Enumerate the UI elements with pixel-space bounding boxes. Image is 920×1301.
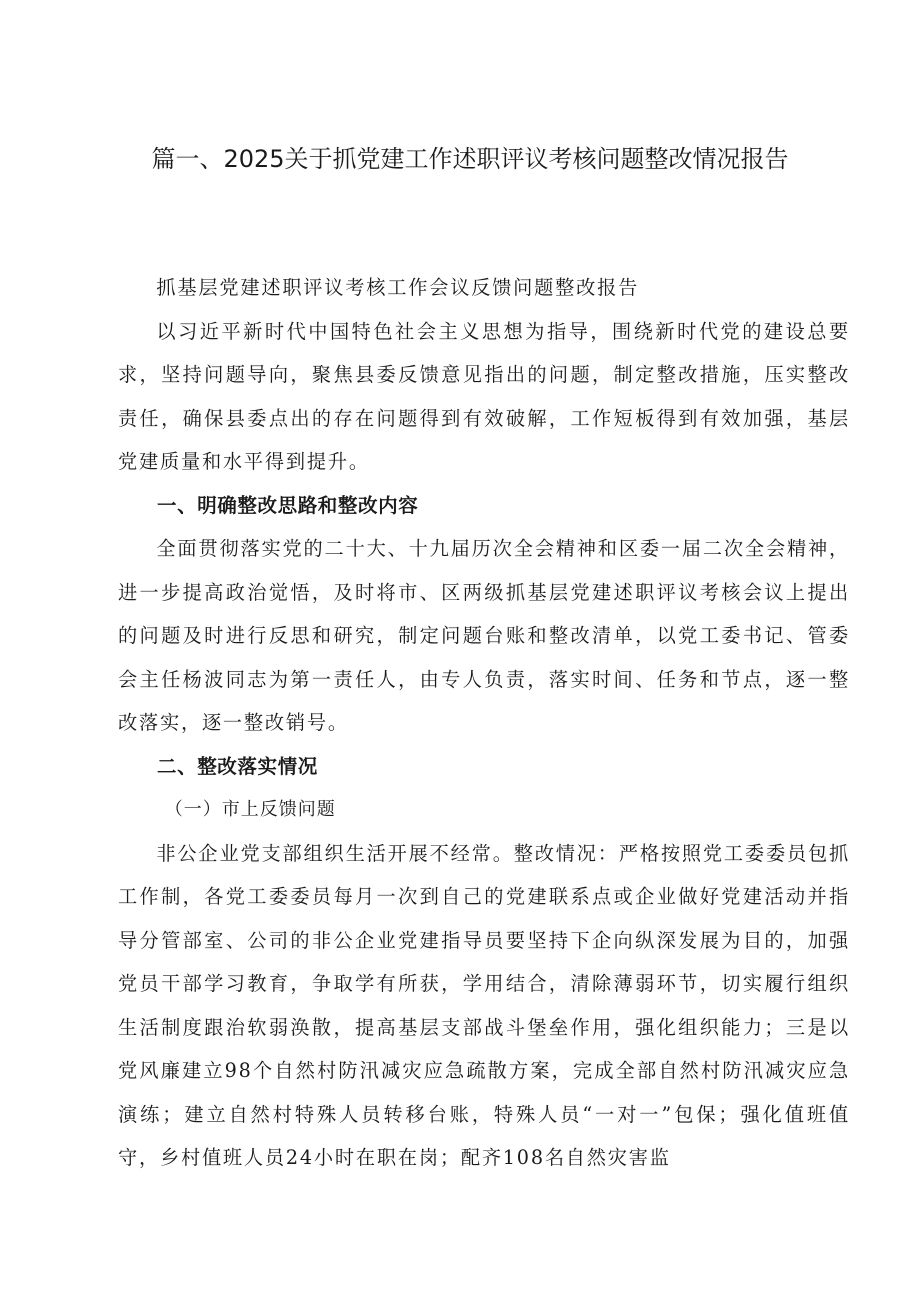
document-body (118, 266, 850, 1180)
section-2-heading: 二、整改落实情况 (157, 754, 318, 778)
section-1-heading: 一、明确整改思路和整改内容 (157, 493, 419, 517)
document-title: 篇一、2025关于抓党建工作述职评议考核问题整改情况报告 (151, 145, 789, 173)
intro-paragraph: 以习近平新时代中国特色社会主义思想为指导，围绕新时代党的建设总要求，坚持问题导向，聚焦县委反馈意见指出的问题，制定整改措施，压实整改责任，确保县委点出的存在问题得到有效破解，工作短板得到有效加强，基层党建质量和水平得到提升。 (118, 319, 850, 473)
section-2-paragraph: 非公企业党支部组织生活开展不经常。整改情况：严格按照党工委委员包抓工作制，各党工委委员每月一次到自己的党建联系点或企业做好党建活动并指导分管部室、公司的非公企业党建指导员要坚持下企向纵深发展为目的，加强党员干部学习教育，争取学有所获，学用结合，清除薄弱环节，切实履行组织生活制度跟治软弱涣散，提高基层支部战斗堡垒作用，强化组织能力；三是以党风廉建立98个自然村防汛减灾应急疏散方案，完成全部自然村防汛减灾应急演练；建立自然村特殊人员转移台账，特殊人员“一对一”包保；强化值班值守，乡村值班人员24小时在职在岗；配齐108名自然灾害监 (118, 841, 850, 1169)
section-2-subheading: （一）市上反馈问题 (164, 799, 336, 820)
section-1-paragraph: 全面贯彻落实党的二十大、十九届历次全会精神和区委一届二次全会精神，进一步提高政治觉悟，及时将市、区两级抓基层党建述职评议考核会议上提出的问题及时进行反思和研究，制定问题台账和整改清单，以党工委书记、管委会主任杨波同志为第一责任人，由专人负责，落实时间、任务和节点，逐一整改落实，逐一整改销号。 (118, 537, 850, 734)
report-subtitle: 抓基层党建述职评议考核工作会议反馈问题整改报告 (156, 276, 640, 299)
